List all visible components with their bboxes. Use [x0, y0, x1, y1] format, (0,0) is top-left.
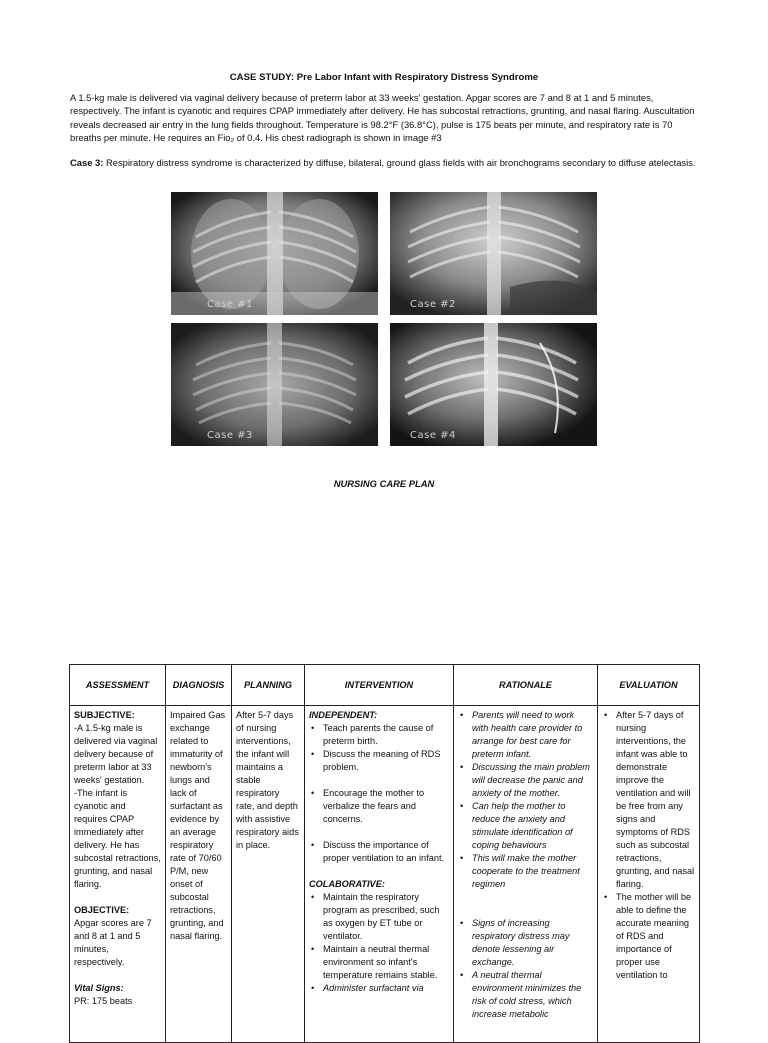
xray-image-case-3 — [171, 323, 378, 446]
table-row — [70, 706, 700, 1043]
header-evaluation: EVALUATION — [598, 665, 700, 706]
list-item: • The mother will be able to define the accurate meaning of RDS and importance of proper use ventilation to — [616, 891, 695, 982]
xray-graphic — [390, 192, 597, 315]
list-item: • Discussing the main problem will decrease the panic and anxiety of the mother. — [472, 761, 593, 800]
list-item: • Can help the mother to reduce the anxiety and stimulate identification of coping behaviours — [472, 800, 593, 852]
independent-list — [309, 722, 449, 865]
case3-label: Case 3: — [70, 157, 104, 168]
subjective-item: -A 1.5-kg male is delivered via vaginal delivery because of preterm labor at 33 weeks' gestation. — [74, 723, 158, 785]
page-title: CASE STUDY: Pre Labor Infant with Respiratory Distress Syndrome — [229, 72, 539, 83]
assessment-cell — [70, 706, 166, 1043]
header-diagnosis: DIAGNOSIS — [166, 665, 232, 706]
xray-image-case-2 — [390, 192, 597, 315]
list-item: • Signs of increasing respiratory distress may denote lessening air exchange. — [472, 917, 593, 969]
list-item: • Maintain a neutral thermal environment so infant's temperature remains stable. — [323, 943, 449, 982]
collaborative-list — [309, 891, 449, 995]
evaluation-list — [602, 709, 695, 982]
objective-text: Apgar scores are 7 and 8 at 1 and 5 minutes, respectively. — [74, 918, 152, 967]
xray-graphic — [390, 323, 597, 446]
objective-label: OBJECTIVE: — [74, 905, 130, 915]
xray-image-case-1 — [171, 192, 378, 315]
xray-caption: Case #4 — [410, 430, 456, 441]
list-item: • This will make the mother cooperate to the treatment regimen — [472, 852, 593, 891]
independent-label: INDEPENDENT: — [309, 710, 378, 720]
list-item: • Teach parents the cause of preterm birth. — [323, 722, 449, 748]
header-planning: PLANNING — [232, 665, 305, 706]
list-item: • Discuss the importance of proper ventilation to an infant. — [323, 839, 449, 865]
xray-caption: Case #3 — [207, 430, 253, 441]
header-intervention: INTERVENTION — [305, 665, 454, 706]
table-header-row — [70, 665, 700, 706]
intervention-cell — [305, 706, 454, 1043]
list-item: • Discuss the meaning of RDS problem. — [323, 748, 449, 774]
vital-signs-label: Vital Signs: — [74, 983, 124, 993]
care-plan-title: NURSING CARE PLAN — [333, 478, 435, 489]
xray-graphic — [171, 192, 378, 315]
case-intro-paragraph: A 1.5-kg male is delivered via vaginal delivery because of preterm labor at 33 weeks' gestation. Apgar scores are 7 and 8 at 1 and 5 minutes, respectively. The infant is cyanotic and requires CPAP immediately after delivery. He has subcostal retractions, grunting, and nasal flaring. Auscultation reveals decreased air entry in the lung fields throughout. Temperature is 98.2°F (36.8°C), pulse is 175 beats per minute, and respiratory rate is 70 breaths per minute. He requires an Fio₂ of 0.4. His chest radiograph is shown in image #3 — [70, 92, 695, 144]
xray-caption: Case #2 — [410, 299, 456, 310]
header-rationale: RATIONALE — [454, 665, 598, 706]
nursing-care-plan-table — [69, 664, 700, 1043]
planning-cell: After 5-7 days of nursing interventions, the infant will maintains a stable respiratory rate, and depth with assistive respiratory aids in place. — [232, 706, 305, 1043]
rationale-cell — [454, 706, 598, 1043]
list-item: • A neutral thermal environment minimizes the risk of cold stress, which increase metabolic — [472, 969, 593, 1021]
case3-text: Respiratory distress syndrome is characterized by diffuse, bilateral, ground glass fields with air bronchograms secondary to diffuse atelectasis. — [105, 157, 696, 168]
xray-graphic — [171, 323, 378, 446]
collaborative-label: COLABORATIVE: — [309, 879, 385, 889]
subjective-label: SUBJECTIVE: — [74, 710, 135, 720]
list-item: • Maintain the respiratory program as prescribed, such as oxygen by ET tube or ventilator. — [323, 891, 449, 943]
evaluation-cell — [598, 706, 700, 1043]
list-item: • Parents will need to work with health care provider to arrange for best care for preterm infant. — [472, 709, 593, 761]
list-item: • Administer surfactant via — [323, 982, 449, 995]
xray-caption: Case #1 — [207, 299, 253, 310]
xray-image-case-4 — [390, 323, 597, 446]
rationale-list — [458, 709, 593, 1021]
list-item: • After 5-7 days of nursing interventions, the infant was able to demonstrate improve the ventilation and will be free from any signs and symptoms of RDS such as subcostal retractions, grunting, and nasal flaring. — [616, 709, 695, 891]
subjective-item: -The infant is cyanotic and requires CPAP immediately after delivery. He has subcostal retractions, grunting, and nasal flaring. — [74, 788, 161, 889]
vital-signs-text: PR: 175 beats — [74, 996, 133, 1006]
list-item: • Encourage the mother to verbalize the fears and concerns. — [323, 787, 449, 826]
case3-paragraph — [70, 156, 700, 169]
header-assessment: ASSESSMENT — [70, 665, 166, 706]
diagnosis-cell: Impaired Gas exchange related to immaturity of newborn's lungs and lack of surfactant as evidence by an average respiratory rate of 70/60 P/M, new onset of subcostal retractions, grunting, and nasal flaring. — [166, 706, 232, 1043]
